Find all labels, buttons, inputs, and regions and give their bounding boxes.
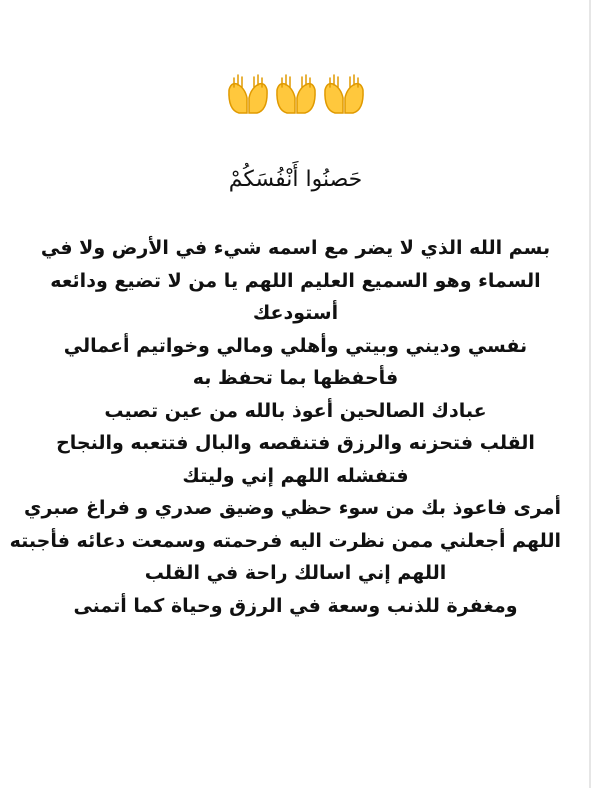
palms-up-together-icon [273, 70, 319, 116]
text-line: القلب فتحزنه والرزق فتنقصه والبال فتتعبه والنجاح [56, 432, 535, 454]
palms-up-together-icon [321, 70, 367, 116]
text-line: السماء وهو السميع العليم اللهم يا من لا تضيع ودائعه [50, 269, 541, 292]
text-line: فأحفظها بما تحفظ به [192, 367, 399, 389]
dua-text [9, 232, 561, 622]
text-line: بسم الله الذي لا يضر مع اسمه شيء في الأرض ولا في [40, 237, 551, 259]
text-line: أستودعك [252, 302, 339, 324]
palms-up-together-icon [225, 70, 271, 116]
text-line: اللهم إني اسالك راحة في القلب [144, 562, 447, 584]
text-line: نفسي وديني وبيتي وأهلي ومالي وخواتيم أعمالي [63, 334, 528, 357]
text-line: اللهم أجعلني ممن نظرت اليه فرحمته وسمعت دعائه فأجبته [9, 529, 561, 552]
text-line: عبادك الصالحين أعوذ بالله من عين تصيب [104, 399, 487, 422]
page-title: حَصنُوا أَنْفُسَكُمْ [228, 167, 363, 192]
text-line: فتفشله اللهم إني وليتك [182, 464, 409, 487]
text-line: أمرى فاعوذ بك من سوء حظي وضيق صدري و فراغ صبري [24, 497, 561, 519]
text-line: ومغفرة للذنب وسعة في الرزق وحياة كما أتمنى [73, 594, 518, 617]
emoji-row [0, 70, 591, 116]
